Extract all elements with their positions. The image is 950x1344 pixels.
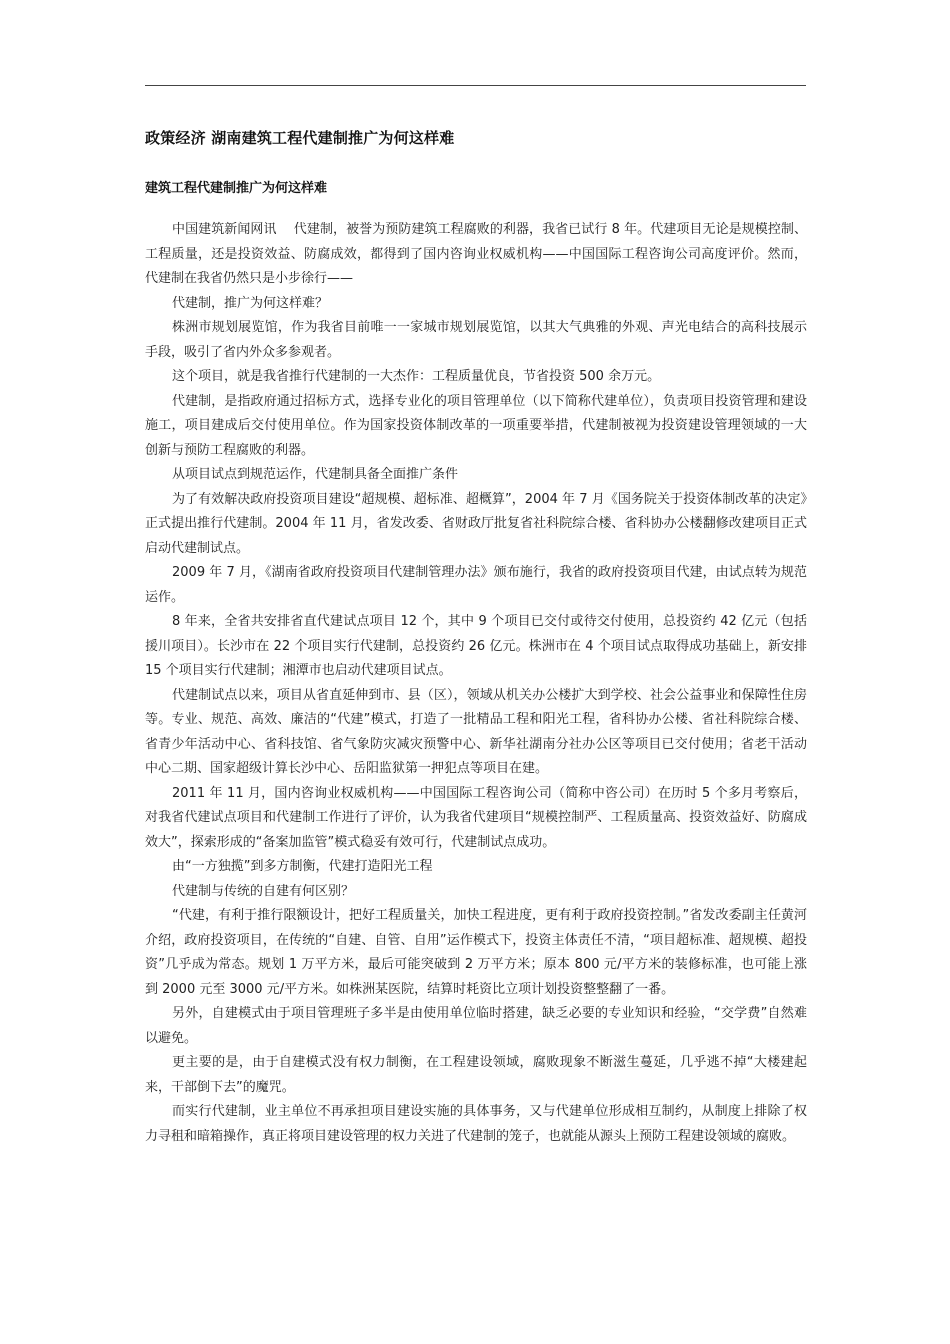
paragraph: 由“一方独揽”到多方制衡，代建打造阳光工程 — [172, 859, 433, 874]
paragraph: 中国建筑新闻网讯 代建制，被誉为预防建筑工程腐败的利器，我省已试行 8 年。代建项目无论是规模控制、工程质量，还是投资效益、防腐成效，都得到了国内咨询业权威机构——中国国际工程咨询公司高度评价。然而，代建制在我省仍然只是小步徐行—— — [145, 222, 807, 286]
paragraph: 代建制试点以来，项目从省直延伸到市、县（区），领域从机关办公楼扩大到学校、社会公益事业和保障性住房等。专业、规范、高效、廉洁的“代建”模式，打造了一批精品工程和阳光工程，省科协办公楼、省社科院综合楼、省青少年活动中心、省科技馆、省气象防灾减灾预警中心、新华社湖南分社办公区等项目已交付使用；省老干活动中心二期、国家超级计算长沙中心、岳阳监狱第一押犯点等项目在建。 — [145, 687, 807, 776]
paragraph: 而实行代建制，业主单位不再承担项目建设实施的具体事务，又与代建单位形成相互制约，从制度上排除了权力寻租和暗箱操作，真正将项目建设管理的权力关进了代建制的笼子，也就能从源头上预防工程建设领域的腐败。 — [145, 1104, 807, 1144]
paragraph: “代建，有利于推行限额设计，把好工程质量关，加快工程进度，更有利于政府投资控制。”省发改委副主任黄河介绍，政府投资项目，在传统的“自建、自管、自用”运作模式下，投资主体责任不清，“项目超标准、超规模、超投资”几乎成为常态。规划 1 万平方米，最后可能突破到 2 万平方米；原本 800 元/平方米的装修标准，也可能上涨到 2000 元至 3000 元/平方米。如株洲某医院，结算时耗资比立项计划投资整整翻了一番。 — [145, 908, 807, 997]
paragraph: 2009 年 7 月，《湖南省政府投资项目代建制管理办法》颁布施行，我省的政府投资项目代建，由试点转为规范运作。 — [145, 565, 807, 605]
paragraph: 另外，自建模式由于项目管理班子多半是由使用单位临时搭建，缺乏必要的专业知识和经验，“交学费”自然难以避免。 — [145, 1006, 807, 1046]
paragraph: 代建制与传统的自建有何区别？ — [172, 883, 355, 899]
article-subtitle: 建筑工程代建制推广为何这样难 — [145, 181, 328, 196]
paragraph: 8 年来，全省共安排省直代建试点项目 12 个，其中 9 个项目已交付或待交付使用，总投资约 42 亿元（包括援川项目）。长沙市在 22 个项目实行代建制，总投资约 26 亿元。株洲市在 4 个项目试点取得成功基础上，新安排 15 个项目实行代建制；湘潭市也启动代建项目试点。 — [145, 614, 807, 678]
page-title: 政策经济 湖南建筑工程代建制推广为何这样难 — [145, 129, 455, 147]
paragraph: 这个项目，就是我省推行代建制的一大杰作：工程质量优良，节省投资 500 余万元。 — [172, 369, 661, 384]
paragraph: 2011 年 11 月，国内咨询业权威机构——中国国际工程咨询公司（简称中咨公司）在历时 5 个多月考察后，对我省代建试点项目和代建制工作进行了评价，认为我省代建项目“规模控制严、工程质量高、投资效益好、防腐成效大”，探索形成的“备案加监管”模式稳妥有效可行，代建制试点成功。 — [145, 785, 807, 850]
paragraph: 代建制，推广为何这样难？ — [172, 295, 329, 311]
paragraph: 更主要的是，由于自建模式没有权力制衡，在工程建设领域，腐败现象不断滋生蔓延，几乎逃不掉“大楼建起来，干部倒下去”的魔咒。 — [145, 1055, 807, 1095]
paragraph: 株洲市规划展览馆，作为我省目前唯一一家城市规划展览馆，以其大气典雅的外观、声光电结合的高科技展示手段，吸引了省内外众多参观者。 — [145, 320, 807, 360]
article-body — [145, 218, 807, 1149]
paragraph: 代建制，是指政府通过招标方式，选择专业化的项目管理单位（以下简称代建单位），负责项目投资管理和建设施工，项目建成后交付使用单位。作为国家投资体制改革的一项重要举措，代建制被视为投资建设管理领域的一大创新与预防工程腐败的利器。 — [145, 393, 807, 458]
header-rule — [145, 85, 806, 86]
paragraph: 为了有效解决政府投资项目建设“超规模、超标准、超概算”，2004 年 7 月《国务院关于投资体制改革的决定》正式提出推行代建制。2004 年 11 月，省发改委、省财政厅批复省社科院综合楼、省科协办公楼翻修改建项目正式启动代建制试点。 — [145, 491, 807, 556]
paragraph: 从项目试点到规范运作，代建制具备全面推广条件 — [172, 467, 459, 482]
